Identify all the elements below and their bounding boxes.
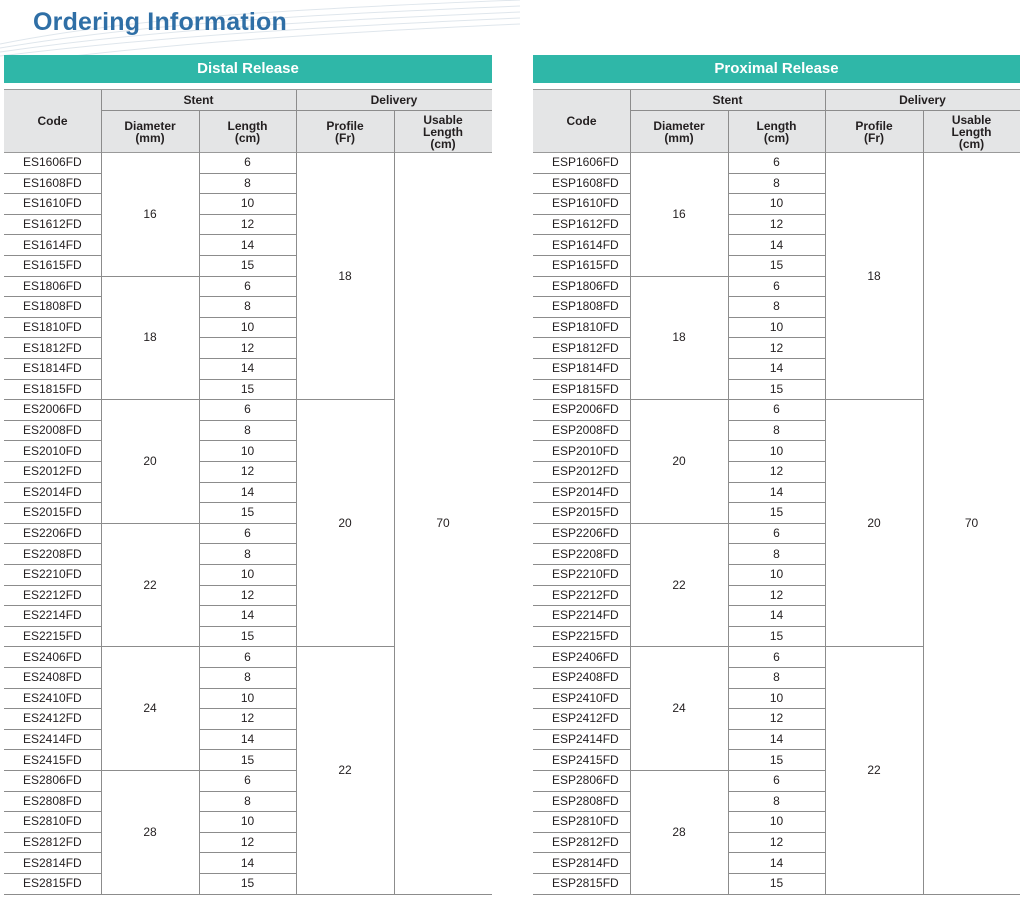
diameter-cell: 22 (672, 577, 686, 592)
length-cell: 10 (769, 690, 784, 705)
code-cell: ES1815FD (23, 381, 82, 396)
code-cell: ES2010FD (23, 443, 82, 458)
code-cell: ESP1814FD (552, 361, 619, 376)
diameter-cell: 20 (672, 453, 686, 468)
length-cell: 6 (244, 402, 251, 417)
length-cell: 8 (244, 793, 251, 808)
length-cell: 8 (244, 299, 251, 314)
column-rule (296, 90, 297, 152)
code-cell: ESP2212FD (552, 587, 619, 602)
code-cell: ES1614FD (23, 237, 82, 252)
code-cell: ESP2410FD (552, 690, 619, 705)
length-cell: 14 (240, 361, 255, 376)
length-cell: 14 (769, 608, 784, 623)
length-cell: 10 (769, 196, 784, 211)
length-cell: 6 (773, 773, 780, 788)
diameter-cell: 20 (143, 453, 157, 468)
page-title: Ordering Information (33, 8, 287, 36)
code-cell: ES1808FD (23, 299, 82, 314)
distal-release-table (4, 55, 492, 891)
table-title-banner: Distal Release (4, 55, 492, 83)
header-profile: Profile (Fr) (855, 118, 893, 145)
code-cell: ESP1614FD (552, 237, 619, 252)
length-cell: 15 (240, 629, 255, 644)
table-header (533, 89, 1020, 153)
length-cell: 6 (773, 402, 780, 417)
header-profile: Profile (Fr) (326, 118, 364, 145)
column-rule (728, 152, 729, 894)
code-cell: ES2408FD (23, 670, 82, 685)
header-code: Code (37, 114, 68, 128)
header-stent: Stent (712, 93, 743, 107)
code-cell: ES2212FD (23, 587, 82, 602)
length-cell: 15 (240, 505, 255, 520)
length-cell: 6 (244, 526, 251, 541)
length-cell: 8 (773, 546, 780, 561)
code-cell: ES2012FD (23, 464, 82, 479)
length-cell: 6 (773, 155, 780, 170)
length-cell: 15 (240, 258, 255, 273)
code-cell: ES2214FD (23, 608, 82, 623)
code-cell: ES2810FD (23, 814, 82, 829)
length-cell: 10 (240, 320, 255, 335)
code-cell: ES2014FD (23, 484, 82, 499)
length-cell: 14 (240, 608, 255, 623)
profile-cell: 22 (867, 762, 881, 777)
length-cell: 10 (769, 320, 784, 335)
length-cell: 10 (769, 443, 784, 458)
length-cell: 15 (769, 876, 784, 891)
length-cell: 14 (769, 484, 784, 499)
length-cell: 8 (244, 423, 251, 438)
length-cell: 12 (769, 217, 784, 232)
length-cell: 6 (244, 649, 251, 664)
code-cell: ESP2010FD (552, 443, 619, 458)
code-cell: ES2808FD (23, 793, 82, 808)
code-cell: ESP2814FD (552, 855, 619, 870)
header-delivery: Delivery (370, 93, 418, 107)
column-rule (296, 152, 297, 894)
length-cell: 8 (773, 793, 780, 808)
length-cell: 6 (773, 649, 780, 664)
code-cell: ES2406FD (23, 649, 82, 664)
length-cell: 10 (240, 814, 255, 829)
code-cell: ES2414FD (23, 732, 82, 747)
header-code: Code (566, 114, 597, 128)
length-cell: 12 (769, 464, 784, 479)
code-cell: ESP2015FD (552, 505, 619, 520)
code-cell: ESP2810FD (552, 814, 619, 829)
length-cell: 15 (240, 876, 255, 891)
length-cell: 14 (240, 237, 255, 252)
length-cell: 10 (240, 690, 255, 705)
code-cell: ES1810FD (23, 320, 82, 335)
length-cell: 15 (769, 505, 784, 520)
length-cell: 15 (769, 381, 784, 396)
code-cell: ESP1608FD (552, 175, 619, 190)
length-cell: 12 (769, 340, 784, 355)
column-rule (630, 152, 631, 894)
length-cell: 6 (773, 526, 780, 541)
code-cell: ES1612FD (23, 217, 82, 232)
code-cell: ES1608FD (23, 175, 82, 190)
diameter-cell: 18 (672, 330, 686, 345)
profile-cell: 20 (338, 515, 352, 530)
length-cell: 14 (769, 855, 784, 870)
code-cell: ESP2210FD (552, 567, 619, 582)
table-header (4, 89, 492, 153)
column-rule (825, 90, 826, 152)
code-cell: ESP1815FD (552, 381, 619, 396)
code-cell: ESP1806FD (552, 278, 619, 293)
code-cell: ESP2014FD (552, 484, 619, 499)
length-cell: 15 (769, 752, 784, 767)
code-cell: ES1814FD (23, 361, 82, 376)
length-cell: 8 (773, 670, 780, 685)
header-usable-length: Usable Length (cm) (423, 112, 463, 151)
column-rule (728, 111, 729, 152)
code-cell: ESP1612FD (552, 217, 619, 232)
diameter-cell: 16 (672, 206, 686, 221)
usable-length-cell: 70 (436, 515, 450, 530)
code-cell: ESP2208FD (552, 546, 619, 561)
length-cell: 6 (244, 155, 251, 170)
code-cell: ESP2414FD (552, 732, 619, 747)
length-cell: 10 (240, 443, 255, 458)
code-cell: ES1615FD (23, 258, 82, 273)
header-length: Length (cm) (227, 118, 268, 145)
table-title-banner: Proximal Release (533, 55, 1020, 83)
column-rule (101, 152, 102, 894)
length-cell: 6 (244, 773, 251, 788)
length-cell: 10 (240, 196, 255, 211)
code-cell: ESP2412FD (552, 711, 619, 726)
code-cell: ES2415FD (23, 752, 82, 767)
code-cell: ES2006FD (23, 402, 82, 417)
length-cell: 8 (773, 423, 780, 438)
column-rule (923, 111, 924, 152)
profile-cell: 22 (338, 762, 352, 777)
code-cell: ESP2808FD (552, 793, 619, 808)
length-cell: 15 (769, 258, 784, 273)
code-cell: ESP1606FD (552, 155, 619, 170)
code-cell: ESP1610FD (552, 196, 619, 211)
code-cell: ES2412FD (23, 711, 82, 726)
profile-cell: 18 (867, 268, 881, 283)
length-cell: 6 (773, 278, 780, 293)
length-cell: 8 (773, 175, 780, 190)
length-cell: 14 (240, 855, 255, 870)
header-length: Length (cm) (756, 118, 797, 145)
code-cell: ES2210FD (23, 567, 82, 582)
code-cell: ESP2206FD (552, 526, 619, 541)
length-cell: 14 (769, 732, 784, 747)
length-cell: 8 (244, 175, 251, 190)
length-cell: 8 (244, 670, 251, 685)
column-rule (630, 90, 631, 152)
length-cell: 12 (240, 217, 255, 232)
code-cell: ES2008FD (23, 423, 82, 438)
code-cell: ESP2415FD (552, 752, 619, 767)
length-cell: 8 (773, 299, 780, 314)
diameter-cell: 28 (672, 824, 686, 839)
diameter-cell: 24 (672, 701, 686, 716)
code-cell: ES2015FD (23, 505, 82, 520)
code-cell: ESP1812FD (552, 340, 619, 355)
code-cell: ES2806FD (23, 773, 82, 788)
column-rule (199, 152, 200, 894)
length-cell: 12 (240, 464, 255, 479)
code-cell: ESP2812FD (552, 835, 619, 850)
table-body (533, 152, 1020, 895)
length-cell: 12 (769, 835, 784, 850)
length-cell: 14 (769, 361, 784, 376)
length-cell: 14 (769, 237, 784, 252)
code-cell: ESP2815FD (552, 876, 619, 891)
length-cell: 12 (240, 587, 255, 602)
length-cell: 15 (240, 752, 255, 767)
code-cell: ESP2012FD (552, 464, 619, 479)
profile-cell: 20 (867, 515, 881, 530)
code-cell: ES2215FD (23, 629, 82, 644)
column-rule (394, 111, 395, 152)
diameter-cell: 16 (143, 206, 157, 221)
code-cell: ESP2006FD (552, 402, 619, 417)
header-diameter: Diameter (mm) (124, 118, 176, 145)
code-cell: ESP1810FD (552, 320, 619, 335)
header-diameter: Diameter (mm) (653, 118, 705, 145)
length-cell: 12 (240, 340, 255, 355)
code-cell: ES2815FD (23, 876, 82, 891)
length-cell: 12 (769, 587, 784, 602)
length-cell: 12 (240, 835, 255, 850)
code-cell: ES2814FD (23, 855, 82, 870)
code-cell: ESP2406FD (552, 649, 619, 664)
code-cell: ES1606FD (23, 155, 82, 170)
length-cell: 14 (240, 484, 255, 499)
profile-cell: 18 (338, 268, 352, 283)
diameter-cell: 24 (143, 701, 157, 716)
code-cell: ES1812FD (23, 340, 82, 355)
code-cell: ES2206FD (23, 526, 82, 541)
length-cell: 12 (240, 711, 255, 726)
length-cell: 12 (769, 711, 784, 726)
code-cell: ES1806FD (23, 278, 82, 293)
length-cell: 14 (240, 732, 255, 747)
length-cell: 15 (769, 629, 784, 644)
header-delivery: Delivery (899, 93, 946, 107)
table-body (4, 152, 492, 895)
code-cell: ES1610FD (23, 196, 82, 211)
code-cell: ES2812FD (23, 835, 82, 850)
code-cell: ESP1808FD (552, 299, 619, 314)
header-stent: Stent (183, 93, 214, 107)
length-cell: 15 (240, 381, 255, 396)
usable-length-cell: 70 (964, 515, 979, 530)
code-cell: ESP2806FD (552, 773, 619, 788)
column-rule (923, 152, 924, 894)
column-rule (825, 152, 826, 894)
code-cell: ESP2008FD (552, 423, 619, 438)
diameter-cell: 28 (143, 824, 157, 839)
diameter-cell: 18 (143, 330, 157, 345)
length-cell: 10 (240, 567, 255, 582)
column-rule (101, 90, 102, 152)
code-cell: ESP1615FD (552, 258, 619, 273)
code-cell: ESP2408FD (552, 670, 619, 685)
length-cell: 10 (769, 814, 784, 829)
column-rule (394, 152, 395, 894)
code-cell: ES2208FD (23, 546, 82, 561)
code-cell: ESP2214FD (552, 608, 619, 623)
code-cell: ESP2215FD (552, 629, 619, 644)
code-cell: ES2410FD (23, 690, 82, 705)
length-cell: 8 (244, 546, 251, 561)
length-cell: 6 (244, 278, 251, 293)
diameter-cell: 22 (143, 577, 157, 592)
length-cell: 10 (769, 567, 784, 582)
column-rule (199, 111, 200, 152)
proximal-release-table (533, 55, 1020, 891)
header-usable-length: Usable Length (cm) (951, 112, 992, 151)
